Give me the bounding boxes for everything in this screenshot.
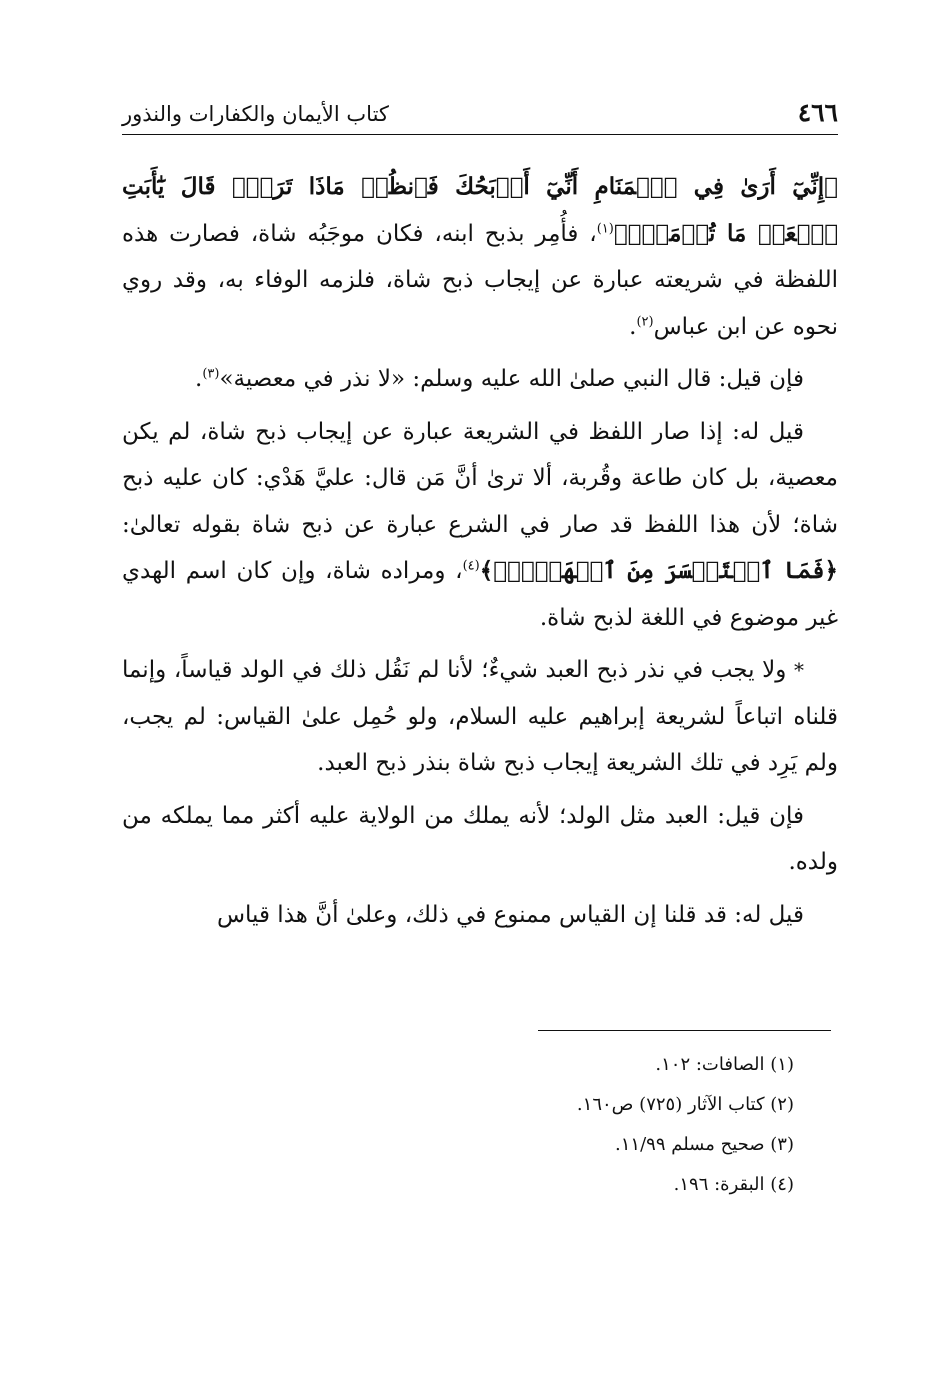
paragraph-3 — [122, 409, 838, 642]
paragraph-text: قيل له: قد قلنا إن القياس ممنوع في ذلك، وعلىٰ أنَّ هذا قياس — [216, 901, 804, 928]
footnote-ref: (٣) — [202, 366, 220, 382]
footnote-4: (٤) البقرة: ١٩٦. — [673, 1174, 794, 1195]
footnote-1: (١) الصافات: ١٠٢. — [655, 1054, 794, 1075]
quran-verse: ﴿إِنِّيٓ أَرَىٰ فِي ٱلۡمَنَامِ أَنِّيٓ أَذۡبَحُكَ فَٱنظُرۡ مَاذَا تَرَىٰۚ قَالَ يَٰٓأَبَتِ ٱفۡعَلۡ مَا تُؤۡمَرُۖ﴾ — [122, 173, 838, 247]
header-rule — [122, 134, 838, 135]
paragraph-text: فإن قيل: قال النبي صلىٰ الله عليه وسلم: «لا نذر في معصية» — [219, 366, 804, 392]
paragraph-text: ، فأُمِر بذبح ابنه، فكان موجَبُه شاة، فصارت هذه اللفظة في شريعته عبارة عن إيجاب ذبح شاة، فلزمه الوفاء به، وقد روي نحوه عن ابن عباس — [122, 220, 838, 340]
paragraph-5 — [122, 793, 838, 886]
footnote-3: (٣) صحيح مسلم ١١/٩٩. — [615, 1134, 794, 1155]
footnotes — [194, 1048, 794, 1208]
paragraph-end: . — [195, 366, 203, 392]
footnote-ref: (١) — [596, 220, 614, 236]
paragraph-text: قيل له: إذا صار اللفظ في الشريعة عبارة عن إيجاب ذبح شاة، لم يكن معصية، بل كان طاعة وقُربة، ألا ترىٰ أنَّ مَن قال: عليَّ هَدْي: كان عليه ذبح شاة؛ لأن هذا اللفظ قد صار في الشرع عبارة عن ذبح شاة بقوله تعالىٰ: — [122, 418, 838, 538]
running-head — [122, 96, 838, 132]
footnote-2: (٢) كتاب الآثار (٧٢٥) ص١٦٠. — [576, 1094, 794, 1115]
paragraph-text: فإن قيل: العبد مثل الولد؛ لأنه يملك من الولاية عليه أكثر مما يملكه من ولده. — [122, 802, 838, 875]
quran-verse: ﴿فَمَا ٱسۡتَيۡسَرَ مِنَ ٱلۡهَدۡيِۖ﴾ — [479, 557, 839, 584]
paragraph-end: . — [629, 313, 637, 340]
paragraph-1 — [122, 164, 838, 350]
paragraph-text-end: ، ومراده شاة، وإن كان اسم الهدي غير موضوع في اللغة لذبح شاة. — [122, 558, 838, 631]
running-title: كتاب الأيمان والكفارات والنذور — [122, 102, 389, 126]
footnote-rule — [538, 1030, 831, 1031]
paragraph-4 — [122, 647, 838, 787]
paragraph-6 — [122, 892, 838, 939]
asterisk-marker: * — [794, 658, 804, 682]
paragraph-text: ولا يجب في نذر ذبح العبد شيءٌ؛ لأنا لم نَقُل ذلك في الولد قياساً، وإنما قلناه اتباعاً لشريعة إبراهيم عليه السلام، ولو حُمِل علىٰ القياس: لم يجب، ولم يَرِد في تلك الشريعة إيجاب ذبح شاة بنذر ذبح العبد. — [122, 657, 838, 776]
main-text — [122, 164, 838, 944]
footnote-ref: (٤) — [462, 558, 480, 574]
footnote-ref: (٢) — [636, 313, 654, 329]
page-number: ٤٦٦ — [797, 98, 838, 127]
paragraph-2 — [122, 356, 838, 403]
